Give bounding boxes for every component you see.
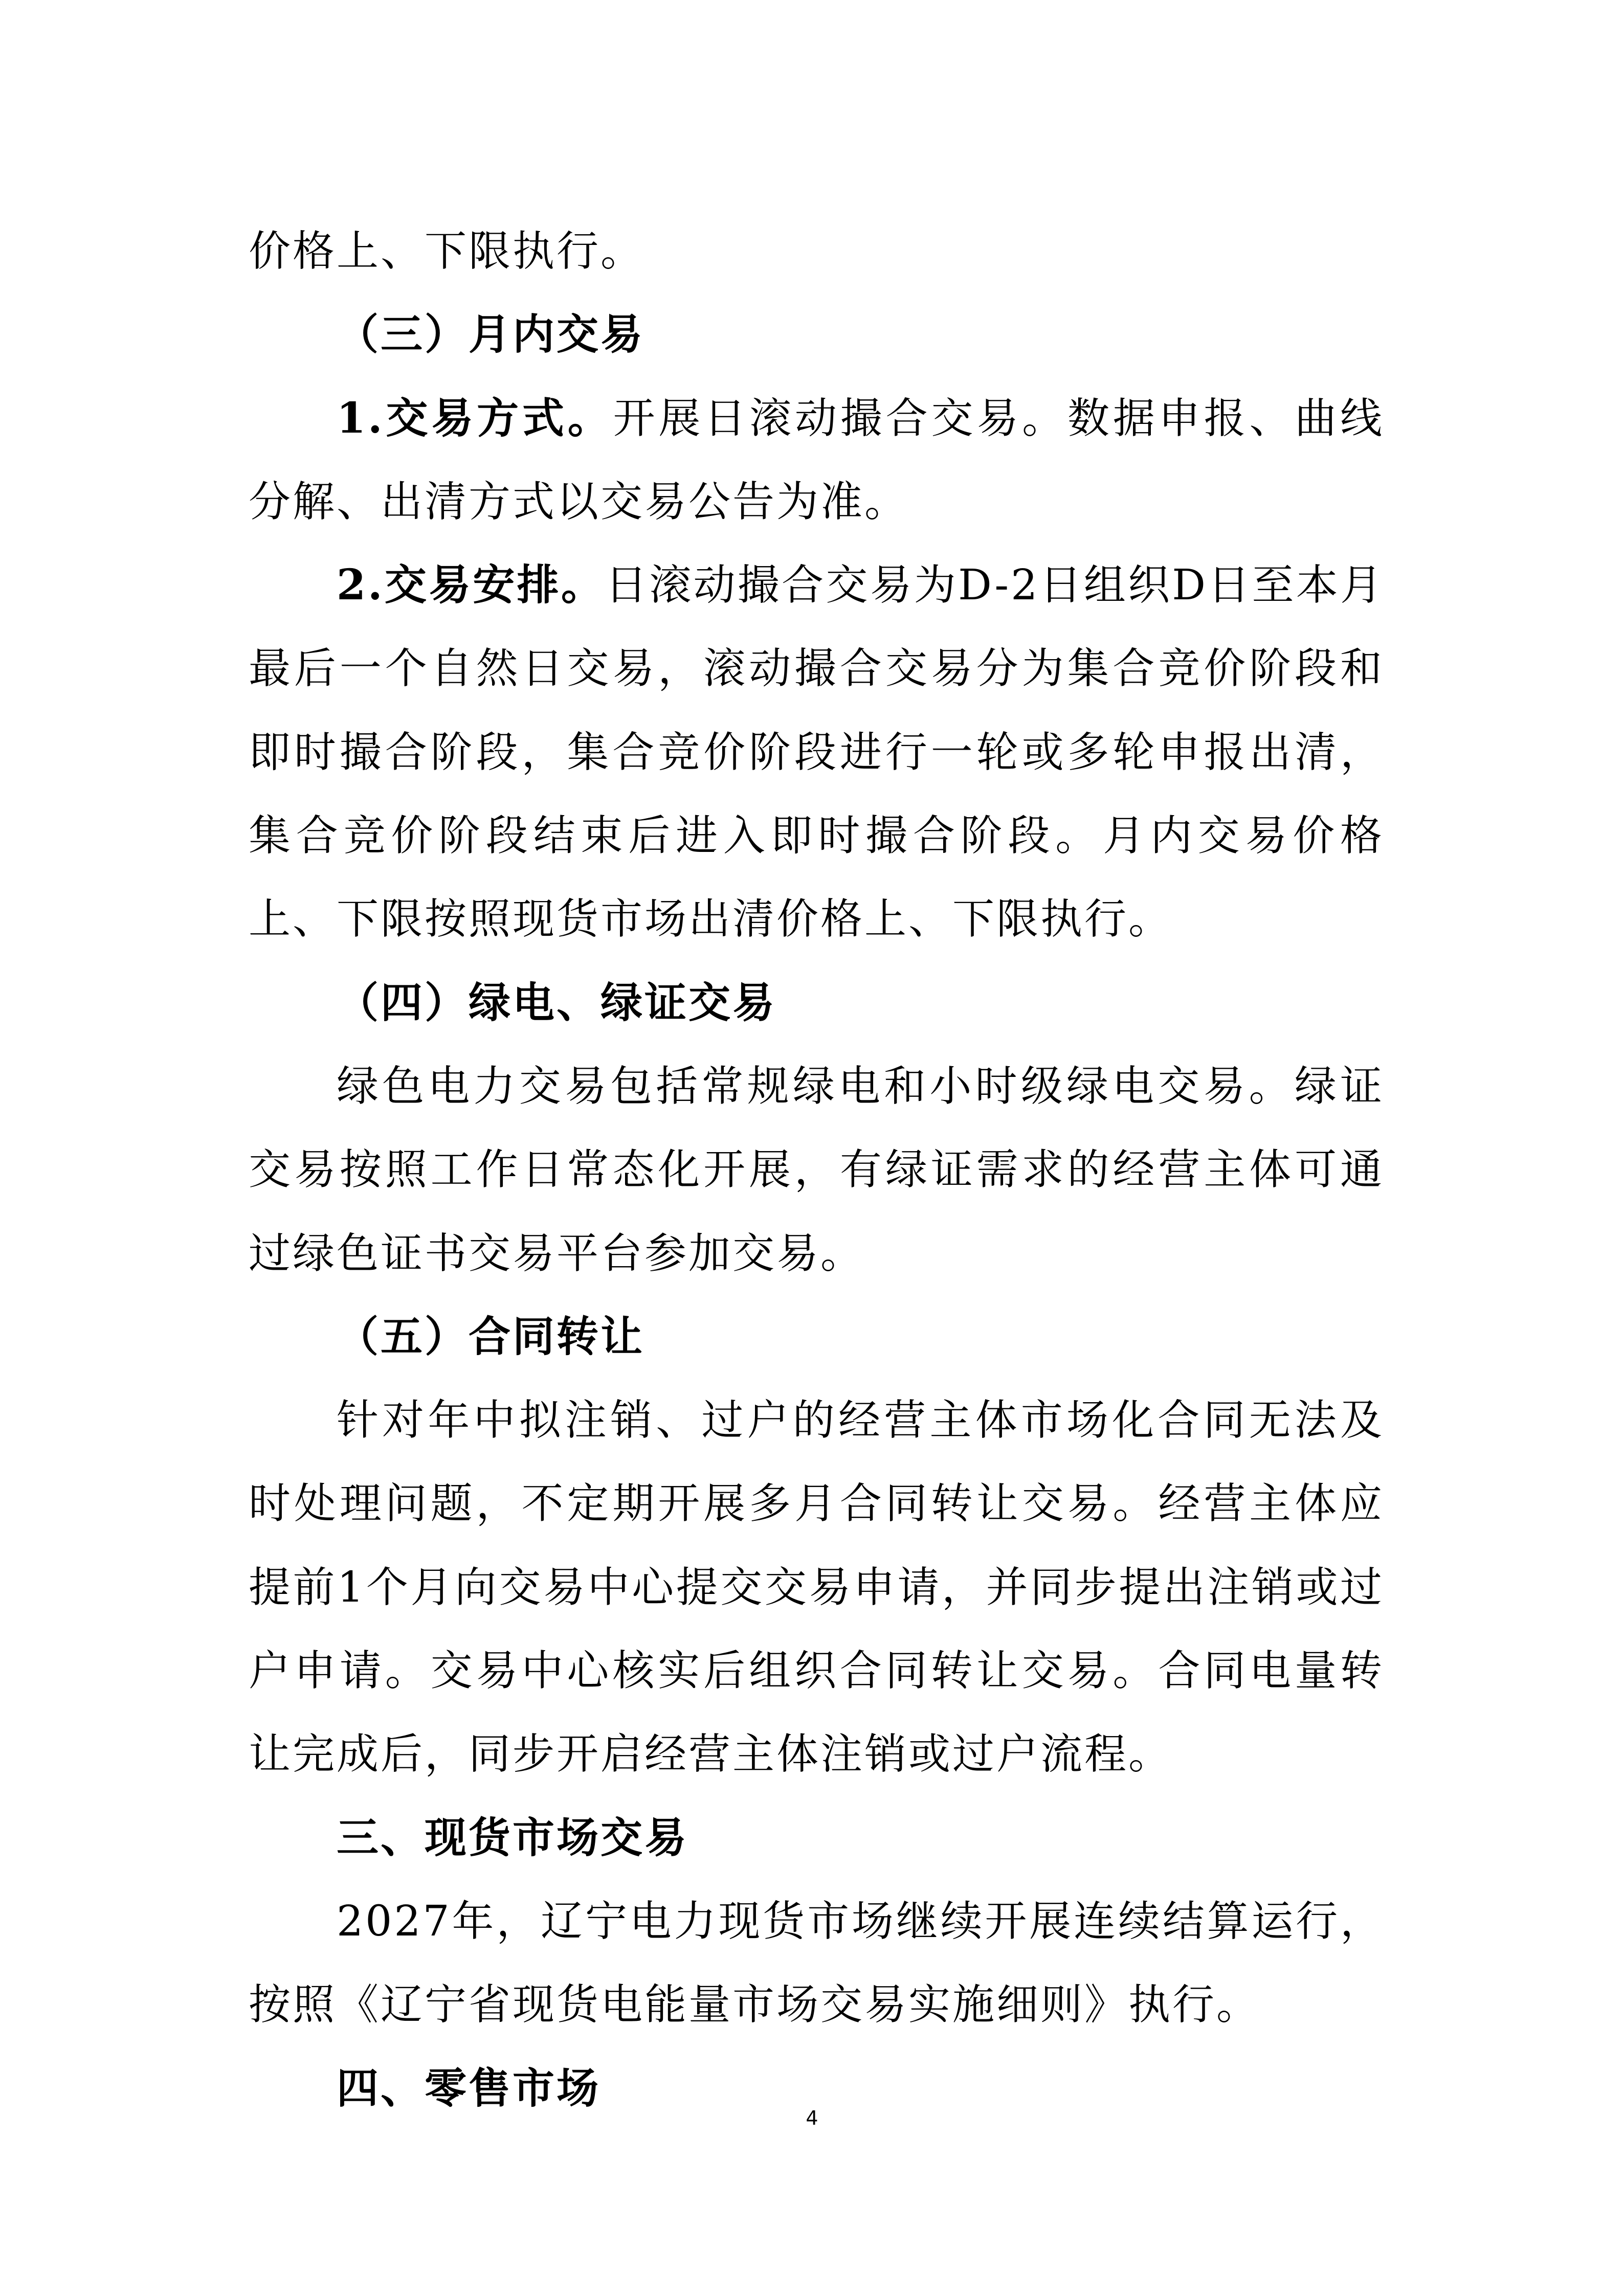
heading-green-power-certificate (249, 961, 1384, 1045)
section-text: 四、零售市场 (337, 2063, 601, 2113)
paragraph-text: 针对年中拟注销、过户的经营主体市场化合同无法及时处理问题，不定期开展多月合同转让交易。经营主体应提前1个月向交易中心提交交易申请，并同步提出注销或过户申请。交易中心核实后组织合同转让交易。合同电量转让完成后，同步开启经营主体注销或过户流程。 (249, 1396, 1384, 1779)
paragraph-text: 开展日滚动撮合交易。数据申报、曲线分解、出清方式以交易公告为准。 (249, 394, 1384, 526)
paragraph-text: 绿色电力交易包括常规绿电和小时级绿电交易。绿证交易按照工作日常态化开展，有绿证需求的经营主体可通过绿色证书交易平台参加交易。 (249, 1062, 1384, 1278)
heading-text: （四）绿电、绿证交易 (337, 978, 777, 1027)
section-text: 三、现货市场交易 (337, 1813, 689, 1862)
paragraph-price-limit-continuation (249, 210, 1384, 293)
paragraph-trading-arrangement (249, 544, 1384, 961)
paragraph-green-power (249, 1045, 1384, 1295)
page-number: 4 (806, 2107, 818, 2129)
heading-text: （三）月内交易 (337, 310, 645, 359)
document-body (249, 210, 1384, 2130)
heading-intra-month-trading (249, 293, 1384, 376)
heading-contract-transfer (249, 1295, 1384, 1379)
section-spot-market (249, 1796, 1384, 1880)
paragraph-text: 价格上、下限执行。 (249, 227, 645, 276)
paragraph-text: 2027年，辽宁电力现货市场继续开展连续结算运行，按照《辽宁省现货电能量市场交易实施细则》执行。 (249, 1897, 1384, 2030)
paragraph-contract-transfer (249, 1379, 1384, 1796)
paragraph-lead: 1.交易方式。 (337, 393, 613, 443)
paragraph-spot-market (249, 1880, 1384, 2047)
paragraph-text: 日滚动撮合交易为D-2日组织D日至本月最后一个自然日交易，滚动撮合交易分为集合竞价阶段和即时撮合阶段，集合竞价阶段进行一轮或多轮申报出清，集合竞价阶段结束后进入即时撮合阶段。月内交易价格上、下限按照现货市场出清价格上、下限执行。 (249, 561, 1384, 944)
paragraph-lead: 2.交易安排。 (337, 560, 606, 610)
heading-text: （五）合同转让 (337, 1312, 645, 1361)
paragraph-trading-method (249, 377, 1384, 544)
